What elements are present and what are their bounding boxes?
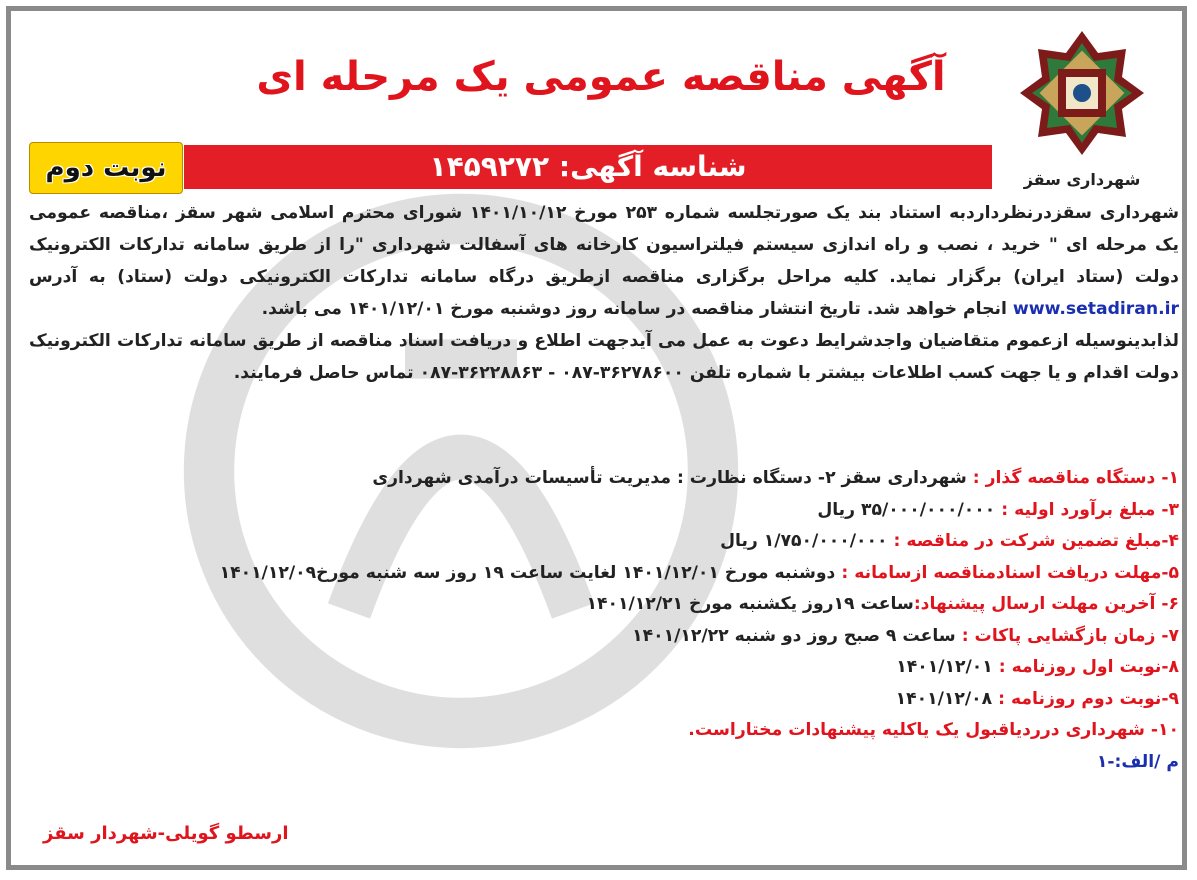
item-label: ۵-مهلت دریافت اسنادمناقصه ازسامانه : — [841, 562, 1179, 583]
paragraph-1-text: شهرداری سقزدرنظرداردبه استناد بند یک صورتجلسه شماره ۲۵۳ مورخ ۱۴۰۱/۱۰/۱۲ شورای محترم اسلامی شهر سقز ،مناقصه عمومی یک مرحله ای " خرید ، نصب و راه اندازی سیستم فیلتراسیون کارخانه های آسفالت شهرداری "را از طریق سامانه تدارکات الکترونیک دولت (ستاد ایران) برگزار نماید. کلیه مراحل برگزاری مناقصه ازطریق درگاه سامانه تدارکات الکترونیکی دولت (ستاد) به آدرس — [29, 203, 1179, 287]
item-value: دوشنبه مورخ ۱۴۰۱/۱۲/۰۱ لغایت ساعت ۱۹ روز سه شنبه مورخ۱۴۰۱/۱۲/۰۹ — [219, 562, 842, 583]
list-item — [29, 684, 1179, 716]
paragraph-1-text-end: انجام خواهد شد. تاریخ انتشار مناقصه در سامانه روز دوشنبه مورخ ۱۴۰۱/۱۲/۰۱ می باشد. — [261, 299, 1007, 319]
list-item — [29, 715, 1179, 747]
municipality-emblem-icon — [988, 25, 1176, 165]
item-label: ۶- آخرین مهلت ارسال پیشنهاد: — [913, 594, 1179, 614]
signer-name: ارسطو گویلی-شهردار سقز — [43, 823, 289, 844]
item-label: ۳- مبلغ برآورد اولیه : — [1001, 499, 1179, 520]
setadiran-link[interactable]: www.setadiran.ir — [1012, 299, 1179, 319]
page-title: آگهی مناقصه عمومی یک مرحله ای — [256, 54, 946, 100]
item-label: ۴-مبلغ تضمین شرکت در مناقصه : — [893, 531, 1179, 551]
item-value: ساعت ۱۹روز یکشنبه مورخ ۱۴۰۱/۱۲/۲۱ — [586, 594, 914, 614]
item-label: ۷- زمان بازگشایی پاکات : — [961, 625, 1179, 646]
advertisement-frame — [6, 6, 1187, 870]
list-item — [29, 558, 1179, 590]
list-item — [29, 495, 1179, 527]
item-label: ۹-نوبت دوم روزنامه : — [998, 688, 1179, 709]
list-item — [29, 621, 1179, 653]
item-value: ساعت ۹ صبح روز دو شنبه ۱۴۰۱/۱۲/۲۲ — [632, 625, 962, 646]
logo-caption: شهرداری سقز — [1023, 170, 1141, 189]
item-value: ۱۴۰۱/۱۲/۰۱ — [896, 657, 999, 677]
list-item — [29, 589, 1179, 621]
list-item — [29, 652, 1179, 684]
item-value: ۳۵/۰۰۰/۰۰۰/۰۰۰ ریال — [817, 499, 1002, 520]
item-value: شهرداری سقز ۲- دستگاه نظارت : مدیریت تأسیسات درآمدی شهرداری — [372, 468, 973, 488]
ad-id-bar: شناسه آگهی: ۱۴۵۹۲۷۲ — [184, 145, 992, 189]
list-item — [29, 526, 1179, 558]
reference-code: م /الف:-۱ — [1096, 751, 1179, 772]
item-label: ۸-نوبت اول روزنامه : — [998, 657, 1179, 677]
conditions-list — [29, 463, 1179, 778]
second-round-badge: نوبت دوم — [29, 142, 183, 194]
list-item — [29, 463, 1179, 495]
municipality-logo — [988, 25, 1176, 195]
item-value: ۱۴۰۱/۱۲/۰۸ — [895, 688, 999, 709]
item-label: ۱- دستگاه مناقصه گذار : — [972, 468, 1179, 488]
paragraph-1 — [29, 197, 1179, 325]
item-value: ۱/۷۵۰/۰۰۰/۰۰۰ ریال — [720, 531, 894, 551]
announcement-body — [29, 197, 1179, 389]
item-label: ۱۰- شهرداری درردیاقبول یک یاکلیه پیشنهادات مختاراست. — [688, 720, 1179, 740]
paragraph-2: لذابدینوسیله ازعموم متقاضیان واجدشرایط دعوت به عمل می آیدجهت اطلاع و دریافت اسناد مناقصه از طریق سامانه تدارکات الکترونیک دولت اقدام و یا جهت کسب اطلاعات بیشتر با شماره تلفن ۳۶۲۷۸۶۰۰-۰۸۷ - ۳۶۲۲۸۸۶۳-۰۸۷ تماس حاصل فرمایند. — [29, 331, 1179, 383]
